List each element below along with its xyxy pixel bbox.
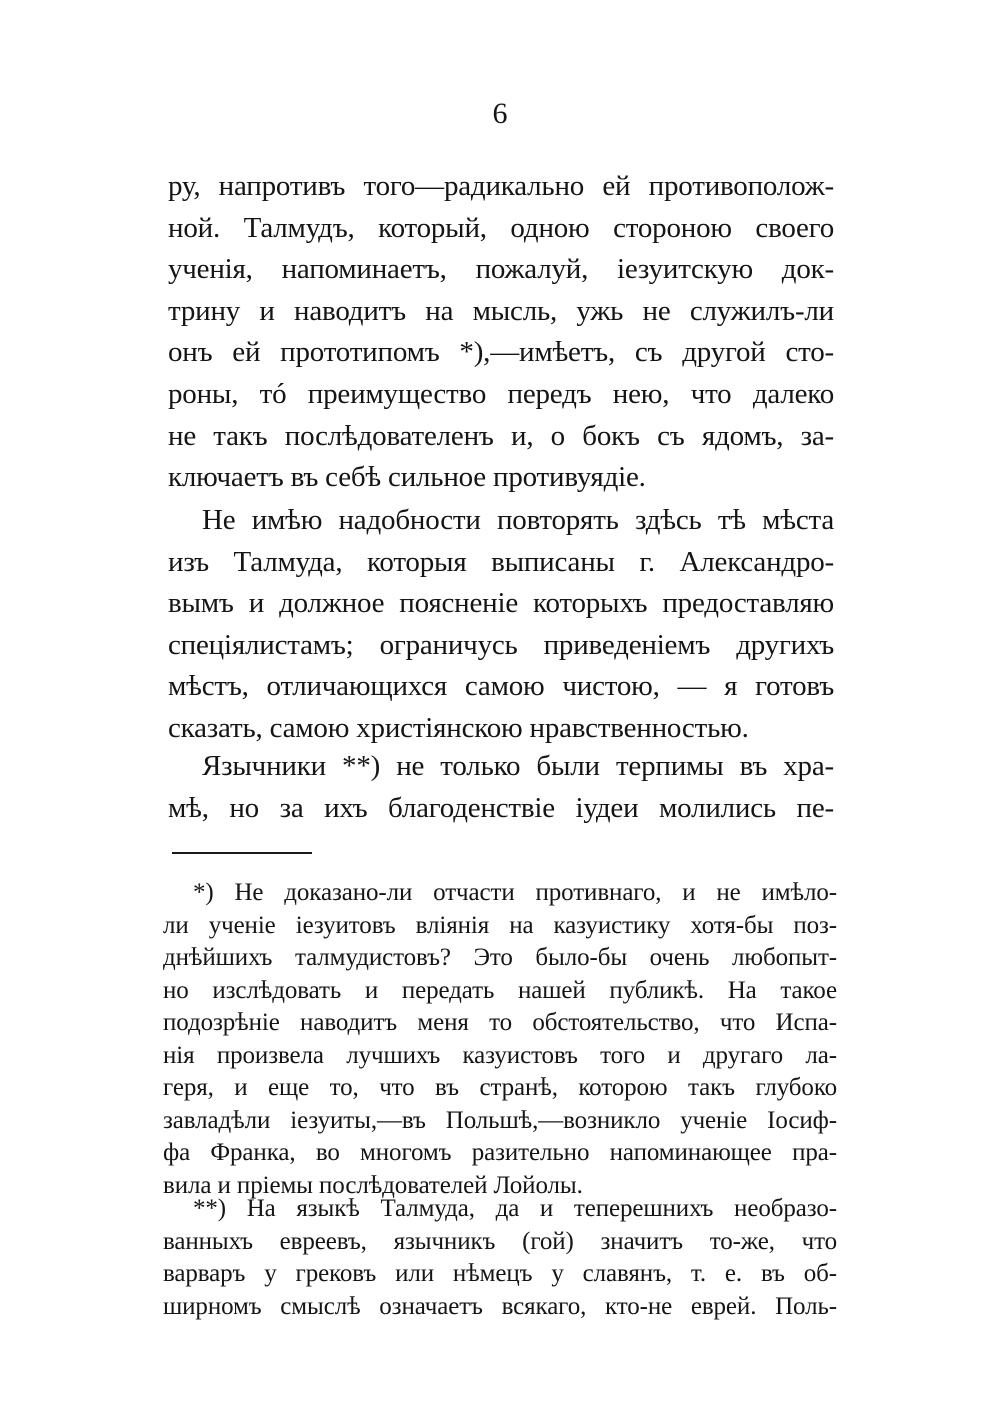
- text-line: онъ ей прототипомъ *),—имѣетъ, съ другой сто-: [168, 336, 834, 369]
- footnote-line: ванныхъ евреевъ, язычникъ (гой) значитъ то-же, что: [163, 1227, 837, 1255]
- text-line: мѣ, но за ихъ благоденствіе іудеи молились пе-: [168, 791, 834, 824]
- text-line: спеціялистамъ; ограничусь приведеніемъ другихъ: [168, 628, 834, 661]
- text-line: ной. Талмудъ, который, одною стороною своего: [168, 211, 834, 244]
- footnote-separator-rule: [172, 852, 312, 854]
- footnote-line: но изслѣдовать и передать нашей публикѣ. На такое: [163, 976, 837, 1004]
- text-line: ру, напротивъ того—радикально ей противополож-: [168, 170, 834, 202]
- footnote-line: подозрѣніе наводитъ меня то обстоятельство, что Испа-: [163, 1009, 837, 1036]
- paragraph-2: [168, 500, 834, 750]
- footnote-line: ли ученіе іезуитовъ вліянія на казуистику хотя-бы поз-: [163, 911, 837, 939]
- text-line: ученія, напоминаетъ, пожалуй, іезуитскую док-: [168, 253, 834, 286]
- text-line: мѣстъ, отличающихся самою чистою, — я готовъ: [168, 670, 834, 703]
- paragraph-3: [168, 746, 834, 829]
- footnote-1: [163, 877, 837, 1202]
- text-line: роны, тó преимущество передъ нею, что далеко: [168, 377, 834, 410]
- footnote-line: варваръ у грековъ или нѣмецъ у славянъ, т. е. въ об-: [163, 1260, 837, 1287]
- footnote-line: **) На языкѣ Талмуда, да и теперешнихъ необразо-: [193, 1195, 837, 1222]
- text-line: ключаетъ въ себѣ сильное противуядіе.: [168, 461, 646, 494]
- text-line: сказать, самою христіянскою нравственностью.: [168, 711, 749, 744]
- page-number: 6: [492, 97, 508, 130]
- text-line: трину и наводитъ на мысль, ужь не служилъ-ли: [168, 294, 834, 327]
- footnote-line: ширномъ смыслѣ означаетъ всякаго, кто-не еврей. Поль-: [163, 1292, 837, 1320]
- text-line: Язычники **) не только были терпимы въ хра-: [202, 750, 834, 782]
- text-line: не такъ послѣдователенъ и, о бокъ съ ядомъ, за-: [168, 419, 834, 452]
- text-line: вымъ и должное поясненіе которыхъ предоставляю: [168, 587, 834, 620]
- footnote-line: завладѣли іезуиты,—въ Польшѣ,—возникло ученіе Іосиф-: [163, 1106, 837, 1134]
- footnote-line: геря, и еще то, что въ странѣ, которою такъ глубоко: [163, 1074, 837, 1101]
- text-line: изъ Талмуда, которыя выписаны г. Александро-: [168, 545, 834, 578]
- footnote-line: *) Не доказано-ли отчасти противнаго, и не имѣло-: [193, 879, 837, 906]
- footnote-2: [163, 1193, 837, 1323]
- footnote-line: фа Франка, во многомъ разительно напоминающее пра-: [163, 1139, 837, 1166]
- footnote-line: вила и пріемы послѣдователей Лойолы.: [163, 1171, 583, 1199]
- paragraph-1: [168, 166, 834, 499]
- text-line: Не имѣю надобности повторять здѣсь тѣ мѣста: [202, 504, 834, 536]
- footnote-line: нія произвела лучшихъ казуистовъ того и другаго ла-: [163, 1041, 837, 1069]
- footnote-line: днѣйшихъ талмудистовъ? Это было-бы очень любопыт-: [163, 944, 837, 971]
